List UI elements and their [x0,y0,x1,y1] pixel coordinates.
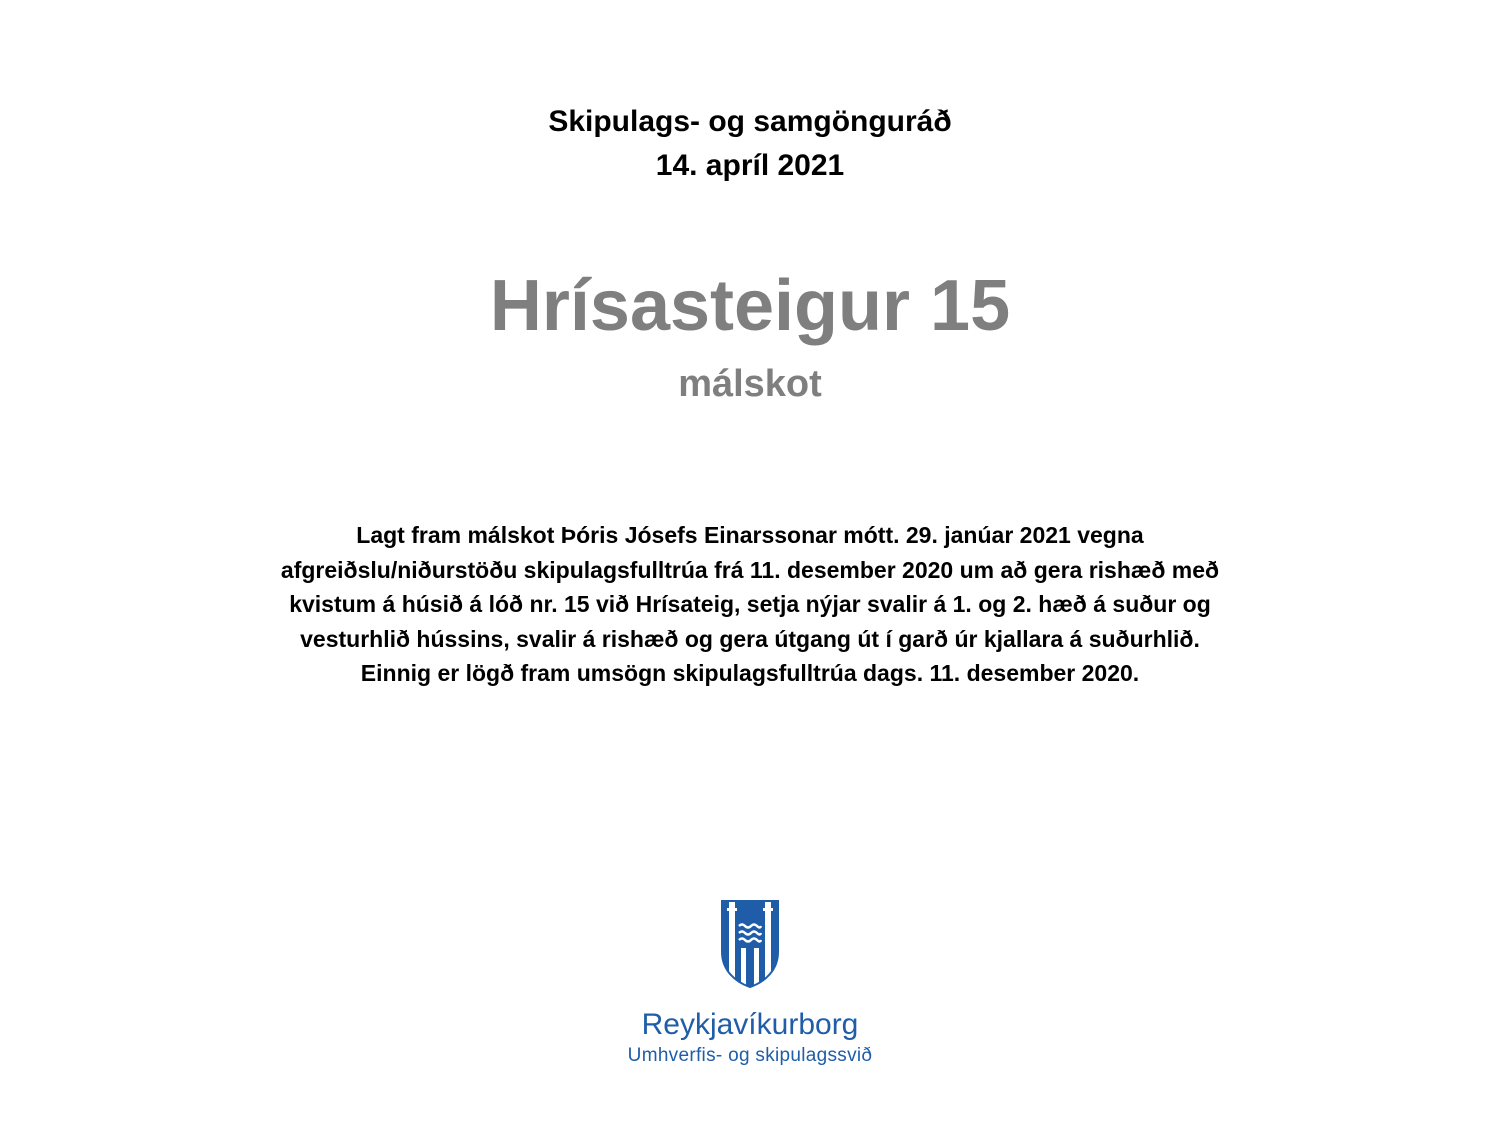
organization-name: Reykjavíkurborg [641,1008,859,1041]
description-line: Lagt fram málskot Þóris Jósefs Einarssonar mótt. 29. janúar 2021 vegna [356,522,1144,548]
description-line: afgreiðslu/niðurstöðu skipulagsfulltrúa frá 11. desember 2020 um að gera rishæð með [280,556,1220,583]
description-line: Einnig er lögð fram umsögn skipulagsfulltrúa dags. 11. desember 2020. [360,660,1140,686]
city-logo [600,900,900,1080]
description-line: kvistum á húsið á lóð nr. 15 við Hrísateig, setja nýjar svalir á 1. og 2. hæð á suður og [289,591,1211,617]
meeting-header [0,100,1500,188]
reykjavik-shield-icon [721,900,779,988]
page-title: Hrísasteigur 15 [489,266,1011,346]
description-line: vesturhlið hússins, svalir á rishæð og gera útgang út í garð úr kjallara á suðurhlið. [300,625,1200,652]
committee-name: Skipulags- og samgönguráð [548,105,952,138]
meeting-date: 14. apríl 2021 [655,149,845,182]
department-name: Umhverfis- og skipulagssvið [627,1045,873,1066]
case-description [150,518,1350,691]
page-subtitle: málskot [678,363,822,405]
